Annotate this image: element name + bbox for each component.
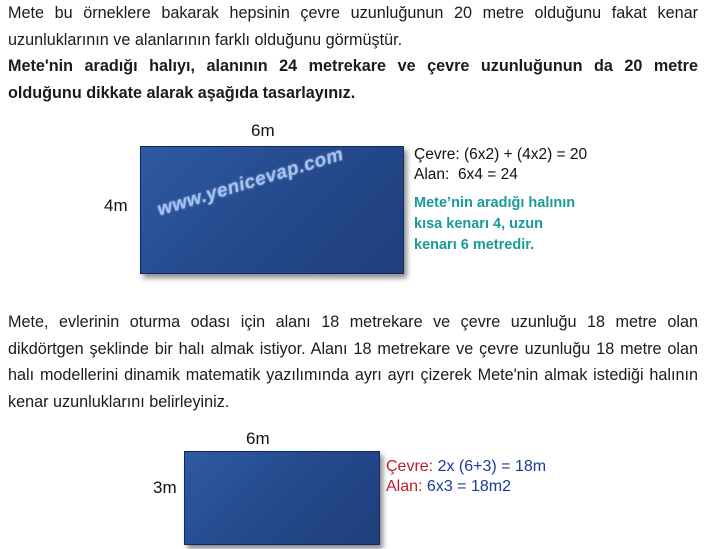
second-paragraph <box>8 309 698 415</box>
task-text: Mete'nin aradığı halıyı, alanının 24 metrekare ve çevre uzunluğunun da 20 metre olduğunu dikkate alarak aşağıda tasarlayınız. <box>8 57 698 102</box>
area-value: 6x3 = 18m2 <box>426 478 511 495</box>
area-formula <box>386 477 546 497</box>
answer-note <box>414 193 575 256</box>
carpet-rectangle <box>184 451 380 545</box>
width-label: 6m <box>251 121 275 140</box>
intro-paragraph <box>8 0 698 106</box>
area-formula: Alan: 6x4 = 24 <box>414 166 518 183</box>
second-text: Mete, evlerinin oturma odası için alanı 18 metrekare ve çevre uzunluğu 18 metre olan dikdörtgen şeklinde bir halı almak istiyor. Alanı 18 metrekare ve çevre uzunluğu 18 metre olan halı modellerini dinamik matematik yazılımında ayrı ayrı çizerek Mete'nin almak istediği halının kenar uzunluklarını belirleyiniz. <box>8 313 698 411</box>
formula-block <box>386 457 546 497</box>
answer-note-line: kısa kenarı 4, uzun <box>414 216 543 232</box>
width-label: 6m <box>246 429 270 448</box>
answer-note-line: kenarı 6 metredir. <box>414 237 535 253</box>
formula-block <box>414 145 587 185</box>
perimeter-formula: Çevre: (6x2) + (4x2) = 20 <box>414 146 588 163</box>
perimeter-label: Çevre: <box>386 458 434 475</box>
area-label: Alan: <box>386 478 423 495</box>
perimeter-value: 2x (6+3) = 18m <box>437 458 547 475</box>
perimeter-formula <box>386 457 546 477</box>
watermark: www.yenicevap.com <box>154 143 347 221</box>
height-label: 3m <box>153 478 177 497</box>
intro-text: Mete bu örneklere bakarak hepsinin çevre uzunluğunun 20 metre olduğunu fakat kenar uzunluklarının ve alanlarının farklı olduğunu görmüştür. <box>8 4 698 49</box>
answer-note-line: Mete’nin aradığı halının <box>414 195 576 211</box>
height-label: 4m <box>104 196 128 215</box>
